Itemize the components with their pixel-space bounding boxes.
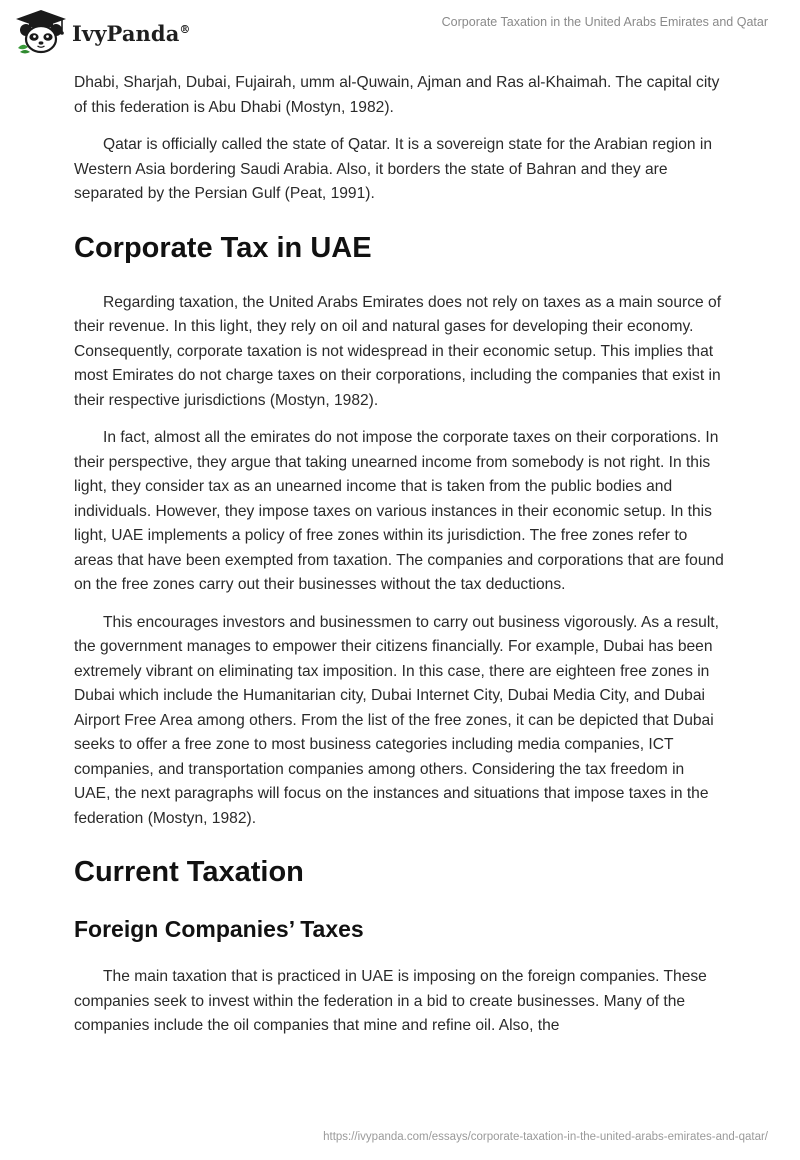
article-body (74, 71, 724, 1052)
paragraph: Regarding taxation, the United Arabs Emirates does not rely on taxes as a main source of their revenue. In this light, they rely on oil and natural gases for developing their economy. Consequently, corporate taxation is not widespread in their economic setup. This implies that most Emirates do not charge taxes on their corporations, including the companies that exist in their respective jurisdictions (Mostyn, 1982). (74, 293, 722, 409)
logo-text: IvyPanda® (72, 20, 191, 46)
paragraph: The main taxation that is practiced in UAE is imposing on the foreign companies. These companies seek to invest within the federation in a bid to create businesses. Many of the companies include the oil companies that mine and refine oil. Also, the (74, 968, 707, 1034)
logo[interactable] (14, 8, 191, 54)
section-heading: Current Taxation (74, 856, 304, 888)
document-title: Corporate Taxation in the United Arabs Emirates and Qatar (441, 15, 768, 29)
panda-graduate-icon (14, 8, 68, 54)
section-heading: Corporate Tax in UAE (74, 231, 372, 264)
paragraph: Qatar is officially called the state of Qatar. It is a sovereign state for the Arabian region in Western Asia bordering Saudi Arabia. Also, it borders the state of Bahran and they are separated by the Persian Gulf (Peat, 1991). (74, 136, 713, 202)
registered-mark: ® (179, 22, 191, 36)
source-url[interactable]: https://ivypanda.com/essays/corporate-taxation-in-the-united-arabs-emirates-and-qatar/ (323, 1131, 768, 1143)
paragraph: In fact, almost all the emirates do not impose the corporate taxes on their corporations. In their perspective, they argue that taking unearned income from somebody is not right. In this light, they consider tax as an unearned income that is taken from the public bodies and individuals. However, they impose taxes on various instances in their economic setup. In this light, UAE implements a policy of free zones within its jurisdiction. The free zones refer to areas that have been exempted from taxation. The companies and corporations that are found on the free zones carry out their businesses without the tax deductions. (74, 429, 724, 593)
subsection-heading: Foreign Companies’ Taxes (74, 916, 364, 942)
page-header (0, 0, 800, 62)
paragraph: Dhabi, Sharjah, Dubai, Fujairah, umm al-Quwain, Ajman and Ras al-Khaimah. The capital city of this federation is Abu Dhabi (Mostyn, 1982). (74, 74, 720, 116)
paragraph: This encourages investors and businessmen to carry out business vigorously. As a result, the government manages to empower their citizens financially. For example, Dubai has been extremely vibrant on eliminating tax imposition. In this case, there are eighteen free zones in Dubai which include the Humanitarian city, Dubai Internet City, Dubai Media City, and Dubai Airport Free Area among others. From the list of the free zones, it can be depicted that Dubai seeks to offer a free zone to most business categories including media companies, ICT companies, and transportation companies among others. Considering the tax freedom in UAE, the next paragraphs will focus on the instances and situations that impose taxes in the federation (Mostyn, 1982). (74, 613, 719, 827)
